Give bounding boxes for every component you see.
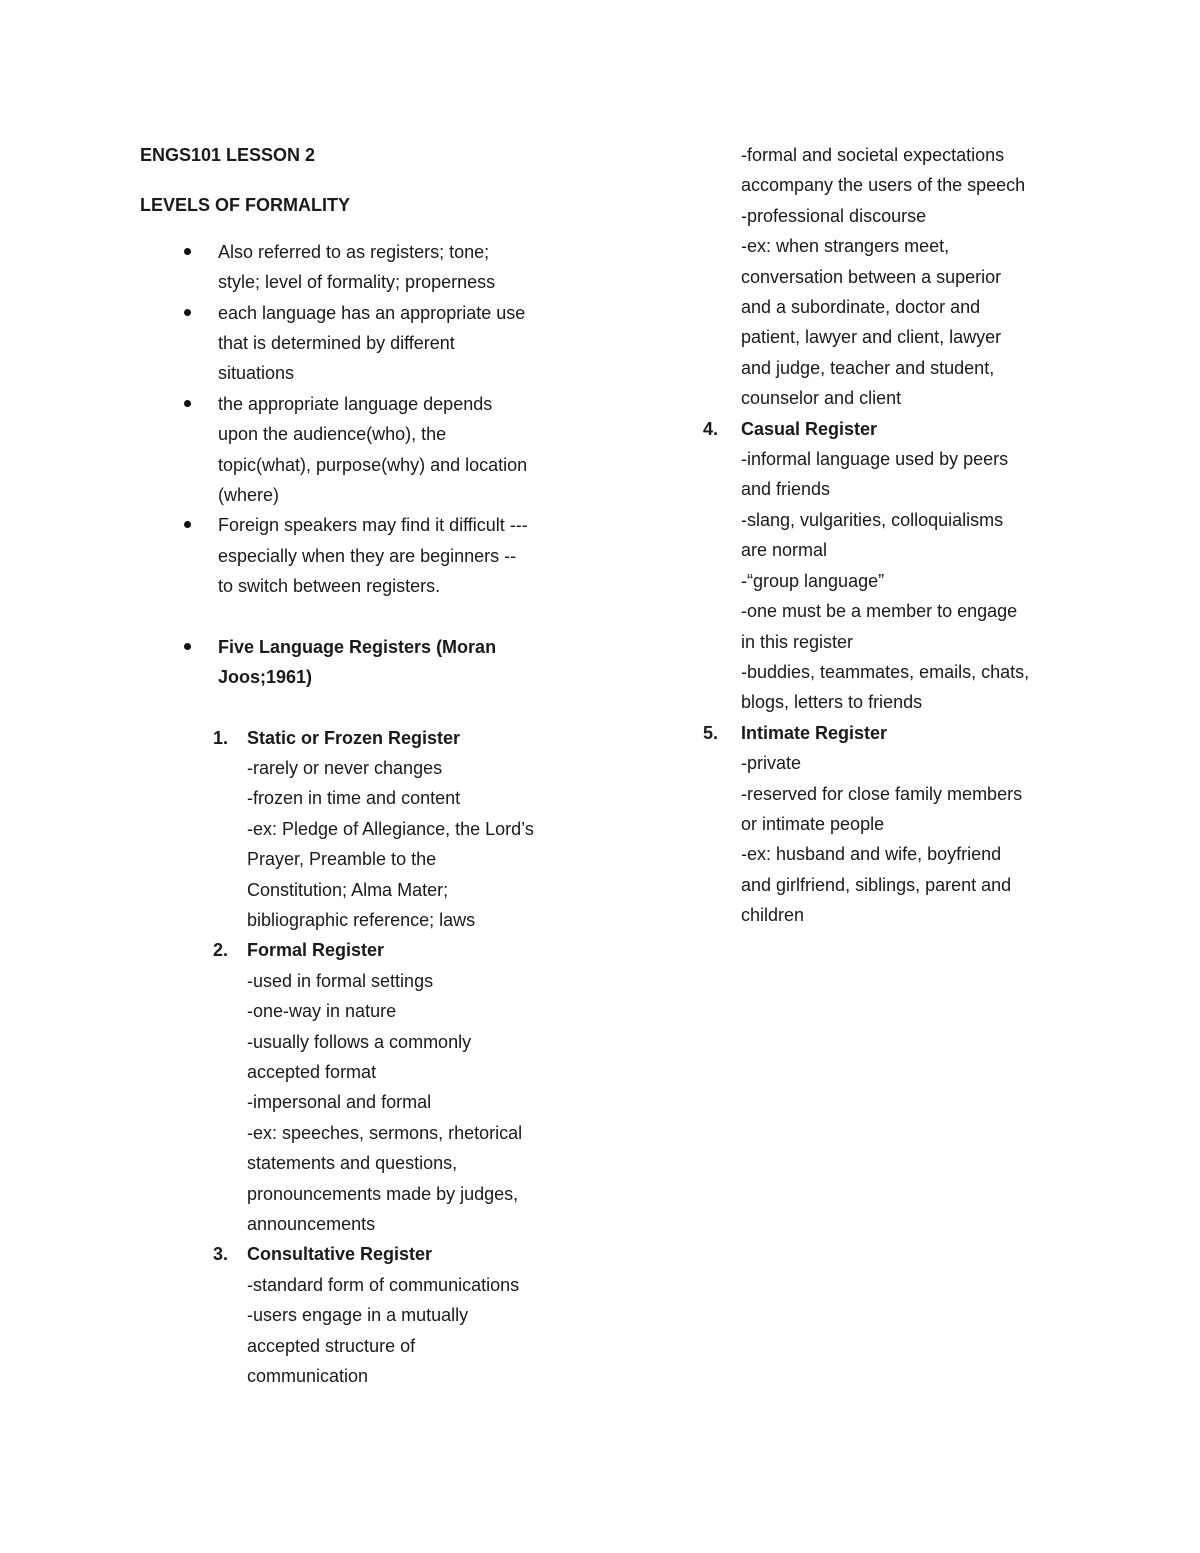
left-column (140, 140, 580, 1391)
register-title: Consultative Register (247, 1244, 433, 1265)
register-title: Casual Register (741, 418, 878, 439)
section-title: LEVELS OF FORMALITY (140, 195, 350, 216)
register-4: 4. Casual Register -informal language used by peers and friends -slang, vulgarities, colloquialisms are normal -“group language” -one must be a member to engage in this register -buddies, teammates, emails, chats, blogs, letters to friends (741, 414, 1071, 718)
register-5: 5. Intimate Register -private -reserved for close family members or intimate people -ex: husband and wife, boyfriend and girlfriend, siblings, parent and children (741, 718, 1071, 931)
registers-heading-list (140, 632, 580, 693)
register-number: 4. (703, 418, 719, 439)
register-title: Formal Register (247, 940, 385, 961)
register-title: Static or Frozen Register (247, 727, 461, 748)
register-1: 1. Static or Frozen Register -rarely or never changes -frozen in time and content -ex: Pledge of Allegiance, the Lord’s Prayer, Preamble to the Constitution; Alma Mater; bibliographic reference; laws (140, 723, 580, 936)
bullet-item: the appropriate language depends upon the audience(who), the topic(what), purpose(why) and location (where) (140, 389, 580, 511)
register-number: 5. (703, 722, 719, 743)
right-column (703, 140, 1071, 931)
course-title: ENGS101 LESSON 2 (140, 145, 316, 165)
register-title: Intimate Register (741, 722, 888, 743)
register-2: 2. Formal Register -used in formal settings -one-way in nature -usually follows a commonly accepted format -impersonal and formal -ex: speeches, sermons, rhetorical statements and questions, pronouncements made by judges, announcements (140, 935, 580, 1239)
bullet-item: Also referred to as registers; tone; style; level of formality; properness (140, 237, 580, 298)
register-number: 3. (213, 1244, 229, 1265)
register-number: 2. (213, 940, 229, 961)
register-3: 3. Consultative Register -standard form of communications -users engage in a mutually accepted structure of communication (140, 1239, 580, 1391)
register-number: 1. (213, 727, 229, 748)
register-3-continued: -formal and societal expectations accompany the users of the speech -professional discourse -ex: when strangers meet, conversation between a superior and a subordinate, doctor and patient, lawyer and client, lawyer and judge, teacher and student, counselor and client (741, 145, 1026, 409)
bullet-list (140, 237, 580, 602)
bullet-item: each language has an appropriate use that is determined by different situations (140, 298, 580, 389)
bullet-item: Foreign speakers may find it difficult --- especially when they are beginners -- to switch between registers. (140, 510, 580, 601)
registers-heading: Five Language Registers (Moran Joos;1961) (140, 632, 580, 693)
